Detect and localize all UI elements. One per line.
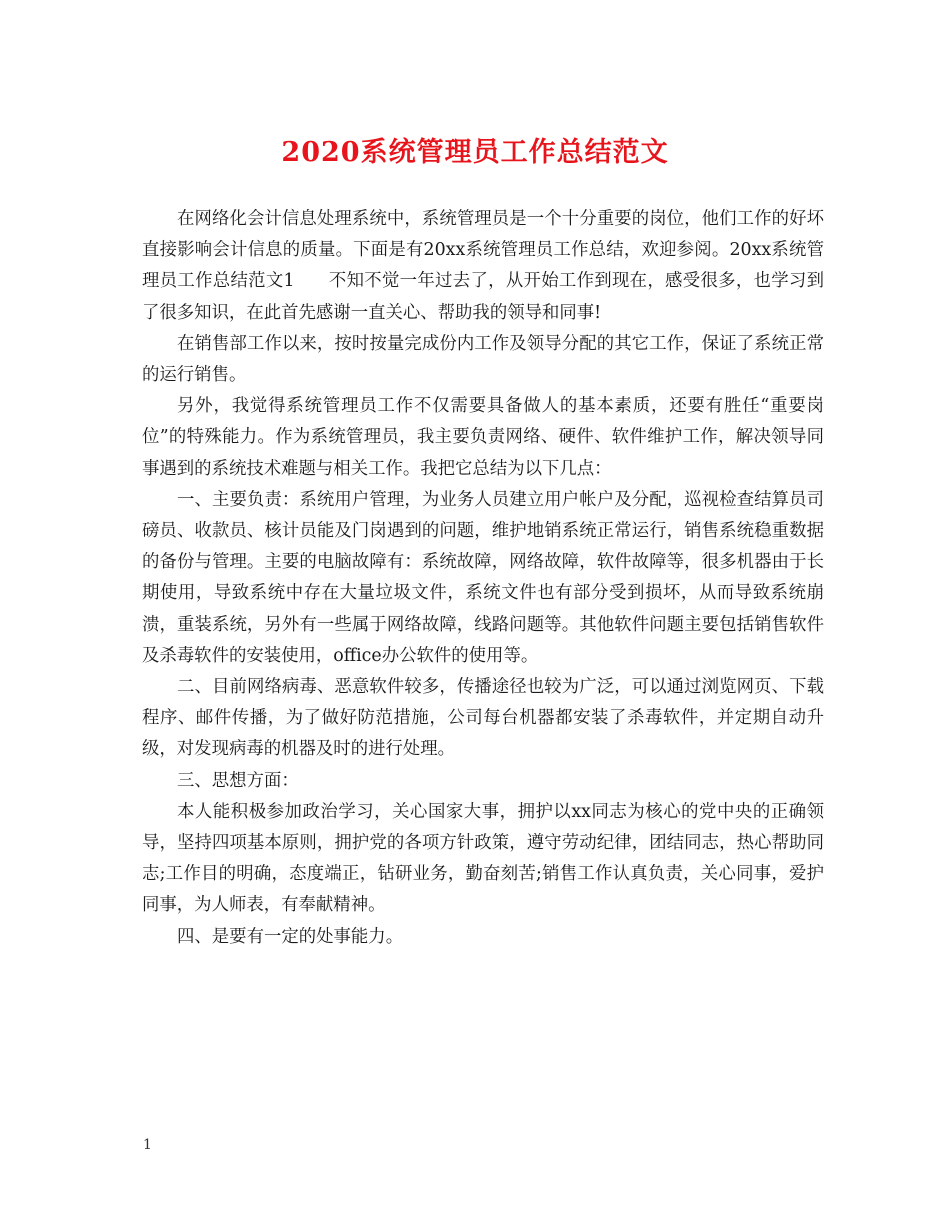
document-body — [142, 204, 824, 953]
paragraph: 另外，我觉得系统管理员工作不仅需要具备做人的基本素质，还要有胜任“重要岗位”的特殊能力。作为系统管理员，我主要负责网络、硬件、软件维护工作，解决领导同事遇到的系统技术难题与相关工作。我把它总结为以下几点： — [142, 396, 824, 479]
page-number: 1 — [143, 1137, 152, 1153]
paragraph: 一、主要负责：系统用户管理，为业务人员建立用户帐户及分配，巡视检查结算员司磅员、收款员、核计员能及门岗遇到的问题，维护地销系统正常运行，销售系统稳重数据的备份与管理。主要的电脑故障有：系统故障，网络故障，软件故障等，很多机器由于长期使用，导致系统中存在大量垃圾文件，系统文件也有部分受到损坏，从而导致系统崩溃，重装系统，另外有一些属于网络故障，线路问题等。其他软件问题主要包括销售软件及杀毒软件的安装使用，office办公软件的使用等。 — [142, 489, 824, 666]
section-lead: 20xx系统管理员工作总结范文1 — [142, 240, 825, 292]
paragraph: 二、目前网络病毒、恶意软件较多，传播途径也较为广泛，可以通过浏览网页、下载程序、邮件传播，为了做好防范措施，公司每台机器都安装了杀毒软件，并定期自动升级，对发现病毒的机器及时的进行处理。 — [142, 677, 824, 760]
paragraph-intro: 在网络化会计信息处理系统中，系统管理员是一个十分重要的岗位，他们工作的好坏直接影响会计信息的质量。下面是有20xx系统管理员工作总结，欢迎参阅。20xx系统管理员工作总结范文1 不知不觉一年过去了，从开始工作到现在，感受很多，也学习到了很多知识，在此首先感谢一直关心、帮助我的领导和同事! — [142, 209, 825, 323]
paragraph: 本人能积极参加政治学习，关心国家大事，拥护以xx同志为核心的党中央的正确领导，坚持四项基本原则，拥护党的各项方针政策，遵守劳动纪律，团结同志，热心帮助同志;工作目的明确，态度端正，钻研业务，勤奋刻苦;销售工作认真负责，关心同事，爱护同事，为人师表，有奉献精神。 — [142, 801, 824, 916]
document-title: 2020系统管理员工作总结范文 — [281, 137, 669, 168]
paragraph: 在销售部工作以来，按时按量完成份内工作及领导分配的其它工作，保证了系统正常的运行销售。 — [142, 333, 824, 386]
paragraph-text: 不知不觉一年过去了，从开始工作到现在，感受很多，也学习到了很多知识，在此首先感谢一直关心、帮助我的领导和同事! — [142, 271, 824, 323]
paragraph: 四、是要有一定的处事能力。 — [177, 926, 404, 947]
paragraph: 三、思想方面： — [177, 770, 299, 791]
